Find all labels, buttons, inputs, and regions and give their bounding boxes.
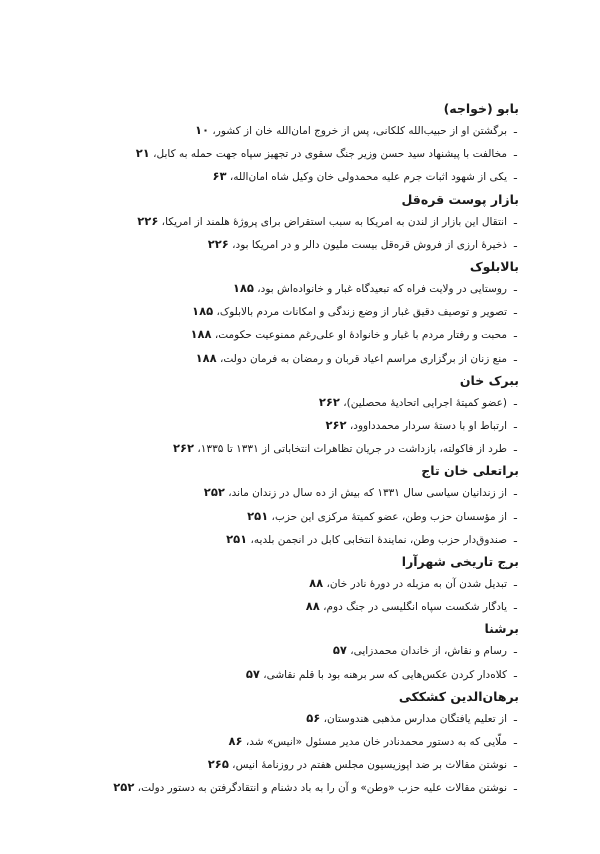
- index-entry: [60, 686, 519, 800]
- item-dash: ـ: [513, 711, 517, 724]
- item-dash: ـ: [513, 532, 517, 545]
- entry-heading: برشنا: [484, 621, 519, 637]
- item-text: یادگار شکست سپاه انگلیسی در جنگ دوم،: [319, 601, 507, 614]
- item-text: محبت و رفتار مردم با غبار و خانوادهٔ او علی‌رغم ممنوعیت حکومت،: [211, 329, 507, 342]
- page-number: ۸۸: [305, 599, 320, 614]
- page-number: ۲۶۲: [325, 418, 347, 433]
- page-number: ۶۳: [212, 169, 227, 184]
- entry-item: [60, 730, 519, 753]
- item-dash: ـ: [513, 305, 517, 318]
- item-text: ملّایی که به دستور محمدنادر خان مدیر مسئول «انیس» شد،: [242, 736, 507, 749]
- page-number: ۲۵۲: [203, 485, 225, 500]
- page-number: ۲۵۱: [247, 508, 269, 523]
- item-text: از تعلیم یافتگان مدارس مذهبی هندوستان،: [320, 712, 507, 725]
- index-entry: [60, 189, 519, 256]
- item-dash: ـ: [513, 509, 517, 522]
- entry-heading: براتعلی خان تاج: [421, 463, 519, 479]
- entry-item: [60, 165, 519, 188]
- page-number: ۱۰: [195, 123, 210, 137]
- page-number: ۵۶: [306, 710, 321, 725]
- entry-item: [60, 347, 519, 370]
- item-text: نوشتن مقالات بر ضد اپوزیسیون مجلس هفتم در روزنامهٔ انیس،: [228, 759, 507, 772]
- item-dash: ـ: [513, 442, 517, 455]
- item-text: ذخیرهٔ ارزی از فروش قره‌قل بیست ملیون دالر و در امریکا بود،: [228, 238, 507, 251]
- entry-item: [60, 142, 519, 165]
- item-dash: ـ: [513, 282, 517, 295]
- entry-item: [60, 528, 519, 551]
- page-number: ۲۵۱: [226, 531, 248, 546]
- page-number: ۱۸۸: [190, 327, 212, 342]
- entry-heading: ببرک خان: [459, 372, 519, 388]
- item-dash: ـ: [513, 395, 517, 408]
- item-dash: ـ: [513, 667, 517, 680]
- index-entry: [60, 370, 519, 461]
- entry-item: [60, 210, 519, 233]
- index-entry: [60, 98, 519, 189]
- index-entry: [60, 618, 519, 685]
- entry-item: [60, 119, 519, 142]
- entry-item: [60, 663, 519, 686]
- page-number: ۸۶: [228, 734, 243, 749]
- item-dash: ـ: [513, 237, 517, 250]
- item-text: ارتباط او با دستهٔ سردار محمدداوود،: [346, 420, 507, 433]
- entry-item: [60, 639, 519, 662]
- page-number: ۱۸۵: [232, 281, 254, 296]
- item-text: نوشتن مقالات علیه حزب «وطن» و آن را به باد دشنام و انتقادگرفتن به دستور دولت،: [134, 782, 507, 795]
- item-text: از زندانیان سیاسی سال ۱۳۳۱ که بیش از ده سال در زندان ماند،: [224, 487, 507, 500]
- entry-heading: بالابلوک: [469, 259, 519, 275]
- item-text: منع زنان از برگزاری مراسم اعیاد قربان و رمضان به فرمان دولت،: [216, 352, 507, 365]
- item-dash: ـ: [513, 758, 517, 771]
- item-dash: ـ: [513, 486, 517, 499]
- item-text: یکی از شهود اثبات جرم علیه محمدولی خان وکیل شاه امان‌الله،: [226, 171, 507, 184]
- entry-item: [60, 391, 519, 414]
- item-text: رسام و نقاش، از خاندان محمدزایی،: [346, 645, 507, 658]
- item-dash: ـ: [513, 644, 517, 657]
- entry-item: [60, 414, 519, 437]
- item-dash: ـ: [513, 577, 517, 590]
- item-text: تصویر و توصیف دقیق غبار از وضع زندگی و امکانات مردم بالابلوک،: [213, 306, 507, 319]
- item-dash: ـ: [513, 351, 517, 364]
- entry-item: [60, 776, 519, 799]
- page-number: ۵۷: [245, 666, 260, 681]
- page-number: ۲۶۵: [207, 757, 229, 772]
- entry-item: [60, 277, 519, 300]
- entry-item: [60, 323, 519, 346]
- entry-item: [60, 481, 519, 504]
- item-text: برگشتن او از حبیب‌الله کلکانی، پس از خروج امان‌الله خان از کشور،: [209, 125, 507, 137]
- entry-item: [60, 233, 519, 256]
- page-number: ۲۶۲: [173, 441, 195, 456]
- entry-item: [60, 300, 519, 323]
- item-dash: ـ: [513, 600, 517, 613]
- item-dash: ـ: [513, 214, 517, 227]
- entry-heading: بابو (خواجه): [443, 101, 519, 116]
- entry-item: [60, 505, 519, 528]
- entry-heading: برج تاریخی شهرآرا: [401, 554, 519, 570]
- item-text: صندوق‌دار حزب وطن، نمایندهٔ انتخابی کابل در انجمن بلدیه،: [247, 533, 507, 546]
- index-entry: [60, 256, 519, 370]
- page-number: ۸۸: [309, 576, 324, 591]
- page-number: ۱۸۸: [195, 350, 217, 365]
- item-dash: ـ: [513, 170, 517, 183]
- entry-item: [60, 707, 519, 730]
- item-dash: ـ: [513, 147, 517, 160]
- index-entry: [60, 551, 519, 618]
- item-text: کلاه‌دار کردن عکس‌هایی که سر برهنه بود با قلم نقاشی،: [259, 668, 507, 681]
- item-text: طرد از فاکولته، بازداشت در جریان تظاهرات انتخاباتی از ۱۳۳۱ تا ۱۳۳۵،: [194, 443, 507, 456]
- entry-item: [60, 595, 519, 618]
- index-entry: [60, 460, 519, 551]
- page-number: ۲۲۶: [207, 236, 229, 251]
- entry-heading: برهان‌الدین کشککی: [398, 688, 519, 704]
- entry-item: [60, 437, 519, 460]
- index-page: [60, 98, 519, 800]
- item-text: مخالفت با پیشنهاد سید حسن وزیر جنگ سقوی در تجهیز سپاه جهت حمله به کابل،: [149, 148, 507, 161]
- page-number: ۲۵۲: [113, 780, 135, 795]
- item-dash: ـ: [513, 328, 517, 341]
- item-text: انتقال این بازار از لندن به امریکا به سبب استقراض برای پروژهٔ هلمند از امریکا،: [158, 215, 507, 228]
- item-dash: ـ: [513, 419, 517, 432]
- entry-heading: بازار پوست قره‌قل: [401, 191, 519, 207]
- page-number: ۵۷: [332, 643, 347, 658]
- item-dash: ـ: [513, 124, 517, 136]
- item-text: از مؤسسان حزب وطن، عضو کمیتهٔ مرکزی این حزب،: [268, 510, 507, 523]
- entry-item: [60, 753, 519, 776]
- page-number: ۲۶۲: [318, 394, 340, 409]
- item-text: روستایی در ولایت فراه که تبعیدگاه غبار و خانواده‌اش بود،: [253, 283, 507, 296]
- page-number: ۱۸۵: [192, 304, 214, 319]
- item-dash: ـ: [513, 781, 517, 794]
- entry-item: [60, 572, 519, 595]
- item-text: تبدیل شدن آن به مزبله در دورهٔ نادر خان،: [323, 578, 507, 591]
- page-number: ۲۱: [135, 146, 150, 161]
- item-dash: ـ: [513, 735, 517, 748]
- page-number: ۲۲۶: [137, 213, 159, 228]
- item-text: (عضو کمیتهٔ اجرایی اتحادیهٔ محصلین)،: [339, 396, 507, 409]
